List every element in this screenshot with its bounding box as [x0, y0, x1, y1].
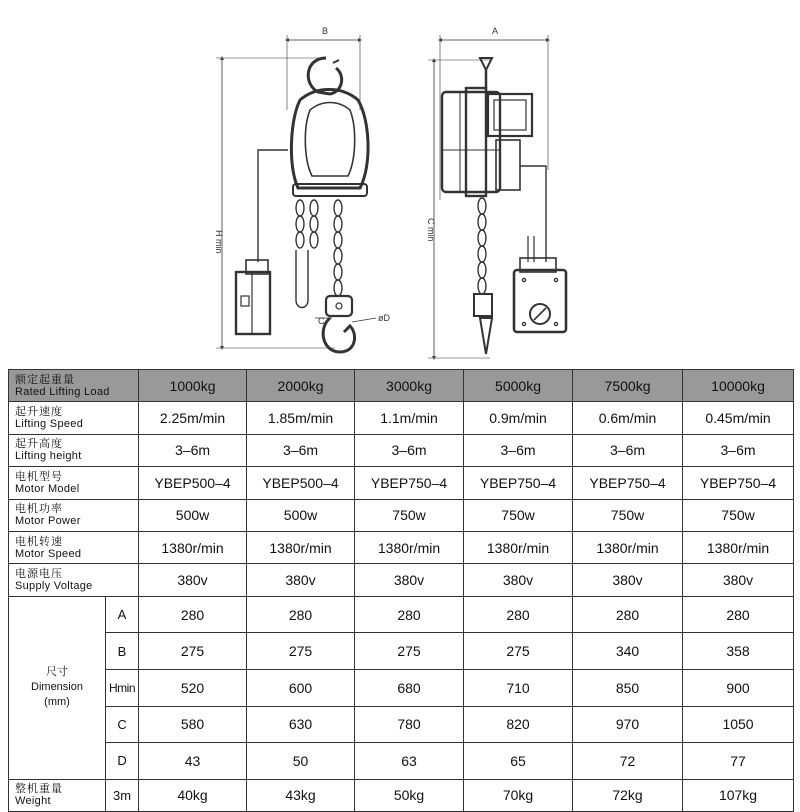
spec-value: YBEP500–4: [247, 467, 355, 499]
row-label-cn: 电机型号: [15, 470, 63, 483]
spec-value: 1380r/min: [247, 531, 355, 563]
dimension-row: [9, 633, 794, 670]
spec-value: 380v: [247, 564, 355, 596]
dimension-sub-label: B: [106, 633, 139, 670]
spec-value: 1380r/min: [464, 531, 573, 563]
weight-label: [9, 779, 106, 811]
spec-row: [9, 402, 794, 434]
spec-value: 3–6m: [247, 434, 355, 466]
row-label-cn: 起升速度: [15, 406, 63, 419]
dimension-label-cn: 尺寸: [46, 666, 68, 679]
row-label-cn: 整机重量: [15, 783, 63, 796]
dimension-value: 275: [139, 633, 247, 670]
dimension-value: 520: [139, 669, 247, 706]
dimension-value: 280: [573, 596, 683, 633]
spec-row: [9, 564, 794, 596]
row-label-en: Motor Power: [15, 515, 81, 528]
weight-value: 40kg: [139, 779, 247, 811]
spec-value: 3–6m: [683, 434, 794, 466]
row-label-en: Rated Lifting Load: [15, 385, 110, 398]
dimension-value: 280: [355, 596, 464, 633]
row-label-cn: 电源电压: [15, 568, 63, 581]
row-label-en: Lifting height: [15, 450, 82, 463]
dimension-value: 970: [573, 706, 683, 743]
spec-row-label: [9, 467, 139, 499]
weight-value: 50kg: [355, 779, 464, 811]
spec-value: 750w: [683, 499, 794, 531]
front-view: [216, 35, 376, 352]
spec-row-label: [9, 499, 139, 531]
svg-text:C: C: [318, 316, 325, 326]
dimension-row: [9, 706, 794, 743]
dim-label-b: B: [322, 26, 329, 36]
dimension-row: [9, 596, 794, 633]
row-label-cn: 起升高度: [15, 438, 63, 451]
spec-value: 380v: [683, 564, 794, 596]
dimension-value: 280: [247, 596, 355, 633]
spec-value: 1.85m/min: [247, 402, 355, 434]
dimension-value: 850: [573, 669, 683, 706]
row-label-en: Lifting Speed: [15, 418, 84, 431]
weight-value: 43kg: [247, 779, 355, 811]
dimension-value: 710: [464, 669, 573, 706]
spec-value: 380v: [355, 564, 464, 596]
dim-label-c: C min: [426, 218, 436, 242]
row-label-en: Motor Model: [15, 482, 80, 495]
weight-value: 72kg: [573, 779, 683, 811]
spec-value: 2.25m/min: [139, 402, 247, 434]
model-capacity: 7500kg: [573, 370, 683, 402]
weight-value: 70kg: [464, 779, 573, 811]
dim-label-h: H min: [214, 230, 224, 254]
spec-value: 0.6m/min: [573, 402, 683, 434]
spec-value: 1380r/min: [139, 531, 247, 563]
dimension-sub-label: D: [106, 743, 139, 780]
spec-row: [9, 467, 794, 499]
spec-value: 1380r/min: [573, 531, 683, 563]
model-capacity: 3000kg: [355, 370, 464, 402]
spec-value: 3–6m: [355, 434, 464, 466]
spec-value: 0.9m/min: [464, 402, 573, 434]
dimension-value: 275: [464, 633, 573, 670]
spec-row-label: [9, 531, 139, 563]
dimension-label-en: Dimension: [31, 681, 83, 694]
dimension-value: 280: [139, 596, 247, 633]
dimension-value: 72: [573, 743, 683, 780]
spec-value: YBEP500–4: [139, 467, 247, 499]
spec-value: 3–6m: [139, 434, 247, 466]
spec-value: 380v: [139, 564, 247, 596]
spec-value: 3–6m: [464, 434, 573, 466]
model-capacity: 5000kg: [464, 370, 573, 402]
dimension-sub-label: A: [106, 596, 139, 633]
dimension-value: 280: [683, 596, 794, 633]
dimension-unit: (mm): [44, 696, 70, 709]
dimension-value: 63: [355, 743, 464, 780]
spec-row: [9, 499, 794, 531]
dimension-sub-label: C: [106, 706, 139, 743]
weight-row: [9, 779, 794, 811]
dimension-value: 340: [573, 633, 683, 670]
row-label-cn: 电机功率: [15, 503, 63, 516]
dimension-value: 77: [683, 743, 794, 780]
hoist-technical-drawing: [0, 0, 800, 368]
row-label-en: Weight: [15, 795, 51, 808]
dimension-value: 43: [139, 743, 247, 780]
dimension-value: 280: [464, 596, 573, 633]
row-label-cn: 额定起重量: [15, 373, 75, 386]
spec-value: 500w: [139, 499, 247, 531]
dimension-row: [9, 743, 794, 780]
header-label: [9, 370, 139, 402]
spec-value: 3–6m: [573, 434, 683, 466]
dimension-value: 358: [683, 633, 794, 670]
spec-value: 380v: [464, 564, 573, 596]
dimension-value: 680: [355, 669, 464, 706]
spec-value: 1.1m/min: [355, 402, 464, 434]
spec-value: 750w: [464, 499, 573, 531]
row-label-en: Supply Voltage: [15, 580, 93, 593]
spec-value: 750w: [573, 499, 683, 531]
spec-value: 380v: [573, 564, 683, 596]
dimension-value: 275: [247, 633, 355, 670]
dimension-value: 780: [355, 706, 464, 743]
model-capacity: 1000kg: [139, 370, 247, 402]
dimension-value: 900: [683, 669, 794, 706]
dimension-value: 65: [464, 743, 573, 780]
dimension-sub-label: Hmin: [106, 669, 139, 706]
spec-row-label: [9, 434, 139, 466]
dimension-value: 630: [247, 706, 355, 743]
row-label-en: Motor Speed: [15, 547, 82, 560]
dimension-label: [9, 596, 106, 779]
weight-value: 107kg: [683, 779, 794, 811]
dimension-value: 820: [464, 706, 573, 743]
spec-value: YBEP750–4: [355, 467, 464, 499]
dimension-value: 275: [355, 633, 464, 670]
spec-value: YBEP750–4: [573, 467, 683, 499]
dimension-value: 600: [247, 669, 355, 706]
row-label-cn: 电机转速: [15, 535, 63, 548]
spec-row-label: [9, 402, 139, 434]
spec-value: 1380r/min: [355, 531, 464, 563]
dimension-row: [9, 669, 794, 706]
dim-label-a: A: [492, 26, 499, 36]
side-view: [428, 35, 566, 358]
dimension-value: 580: [139, 706, 247, 743]
dimension-value: 1050: [683, 706, 794, 743]
dim-label-d: øD: [378, 313, 390, 323]
dimension-value: 50: [247, 743, 355, 780]
spec-value: YBEP750–4: [683, 467, 794, 499]
spec-row-label: [9, 564, 139, 596]
spec-value: 500w: [247, 499, 355, 531]
spec-value: YBEP750–4: [464, 467, 573, 499]
spec-value: 0.45m/min: [683, 402, 794, 434]
weight-sub-label: 3m: [106, 779, 139, 811]
spec-row: [9, 434, 794, 466]
spec-value: 1380r/min: [683, 531, 794, 563]
spec-row: [9, 531, 794, 563]
model-capacity: 2000kg: [247, 370, 355, 402]
spec-value: 750w: [355, 499, 464, 531]
model-capacity: 10000kg: [683, 370, 794, 402]
spec-table: [8, 369, 794, 812]
header-row: [9, 370, 794, 402]
